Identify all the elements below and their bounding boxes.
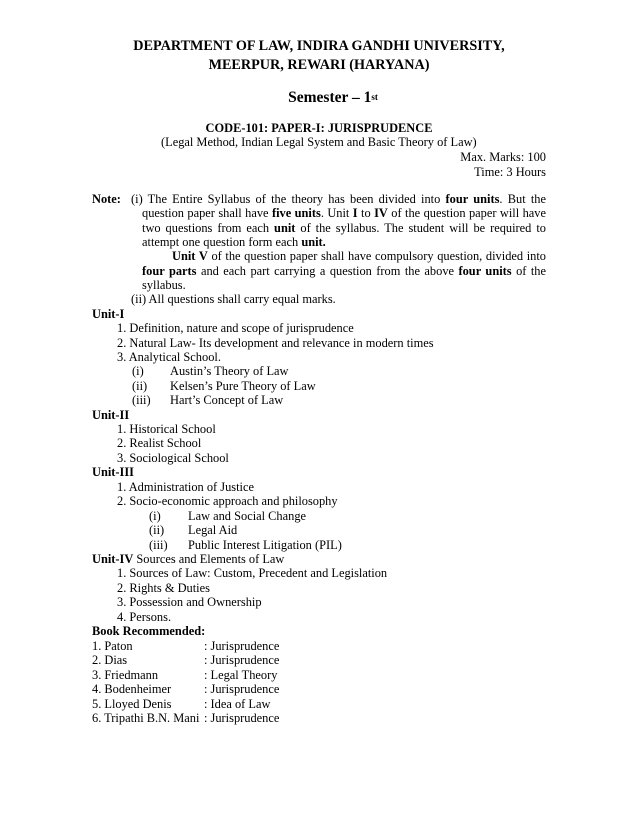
sub-item-text: Austin’s Theory of Law xyxy=(170,364,289,378)
book-subject: : Idea of Law xyxy=(204,696,271,711)
book-subject: : Jurisprudence xyxy=(204,639,280,653)
sub-item-num: (i) xyxy=(149,509,161,523)
list-item: 3. Sociological School xyxy=(117,451,229,465)
list-item: 1. Administration of Justice xyxy=(117,480,254,494)
sub-item-num: (iii) xyxy=(132,393,151,407)
sub-item-text: Law and Social Change xyxy=(188,509,307,523)
sub-item-text: Public Interest Litigation (PIL) xyxy=(188,538,342,552)
note-line-3: two questions from each unit of the syllabus. The student will be required to xyxy=(142,221,546,235)
sub-item-num: (iii) xyxy=(149,538,168,552)
book-author: 5. Lloyed Denis xyxy=(92,696,172,711)
department-address: MEERPUR, REWARI (HARYANA) xyxy=(208,57,430,73)
list-item: 1. Historical School xyxy=(117,422,216,436)
note-line-7: syllabus. xyxy=(142,278,186,292)
list-item: 3. Possession and Ownership xyxy=(117,595,262,609)
list-item: 2. Realist School xyxy=(117,436,202,450)
unit-3-title: Unit-III xyxy=(92,465,134,479)
paper-code: CODE-101: PAPER-I: JURISPRUDENCE xyxy=(205,121,433,135)
list-item: 1. Definition, nature and scope of jurisprudence xyxy=(117,321,354,335)
sub-item-text: Hart’s Concept of Law xyxy=(170,393,284,407)
book-author: 2. Dias xyxy=(92,653,128,668)
sub-item-text: Legal Aid xyxy=(188,523,238,537)
note-line-4: attempt one question form each unit. xyxy=(142,235,326,249)
book-author: 6. Tripathi B.N. Mani xyxy=(92,710,200,725)
semester-title: Semester – 1st xyxy=(288,89,378,106)
sub-item-num: (ii) xyxy=(132,379,148,393)
note-line-1: (i) The Entire Syllabus of the theory has been divided into four units. But the xyxy=(131,192,546,206)
list-item: 2. Socio-economic approach and philosophy xyxy=(117,494,338,508)
book-author: 3. Friedmann xyxy=(92,667,159,682)
max-marks: Max. Marks: 100 xyxy=(460,150,546,164)
books-title: Book Recommended: xyxy=(92,624,206,638)
note-line-8: (ii) All questions shall carry equal marks. xyxy=(131,292,336,306)
unit-4-title: Unit-IV Sources and Elements of Law xyxy=(92,552,285,566)
unit-1-title: Unit-I xyxy=(92,307,125,321)
book-subject: : Jurisprudence xyxy=(204,682,280,697)
list-item: 3. Analytical School. xyxy=(117,350,221,364)
note-line-2: question paper shall have five units. Unit I to IV of the question paper will have xyxy=(142,206,546,220)
list-item: 2. Natural Law- Its development and relevance in modern times xyxy=(117,336,434,350)
book-author: 4. Bodenheimer xyxy=(92,682,172,697)
list-item: 2. Rights & Duties xyxy=(117,581,210,595)
paper-subtitle: (Legal Method, Indian Legal System and Basic Theory of Law) xyxy=(161,135,477,149)
sub-item-num: (i) xyxy=(132,364,144,378)
note-line-5: Unit V of the question paper shall have compulsory question, divided into xyxy=(172,249,546,263)
list-item: 1. Sources of Law: Custom, Precedent and Legislation xyxy=(117,566,388,580)
book-author: 1. Paton xyxy=(92,639,133,653)
exam-time: Time: 3 Hours xyxy=(474,165,546,179)
book-subject: : Legal Theory xyxy=(204,667,278,682)
unit-2-title: Unit-II xyxy=(92,408,130,422)
sub-item-text: Kelsen’s Pure Theory of Law xyxy=(170,379,316,393)
list-item: 4. Persons. xyxy=(117,610,172,624)
book-subject: : Jurisprudence xyxy=(204,653,280,668)
sub-item-num: (ii) xyxy=(149,523,165,537)
note-label: Note: xyxy=(92,192,121,206)
book-subject: : Jurisprudence xyxy=(204,710,280,725)
note-line-6: four parts and each part carrying a question from the above four units of the xyxy=(142,264,546,278)
department-title: DEPARTMENT OF LAW, INDIRA GANDHI UNIVERSITY, xyxy=(133,38,505,54)
